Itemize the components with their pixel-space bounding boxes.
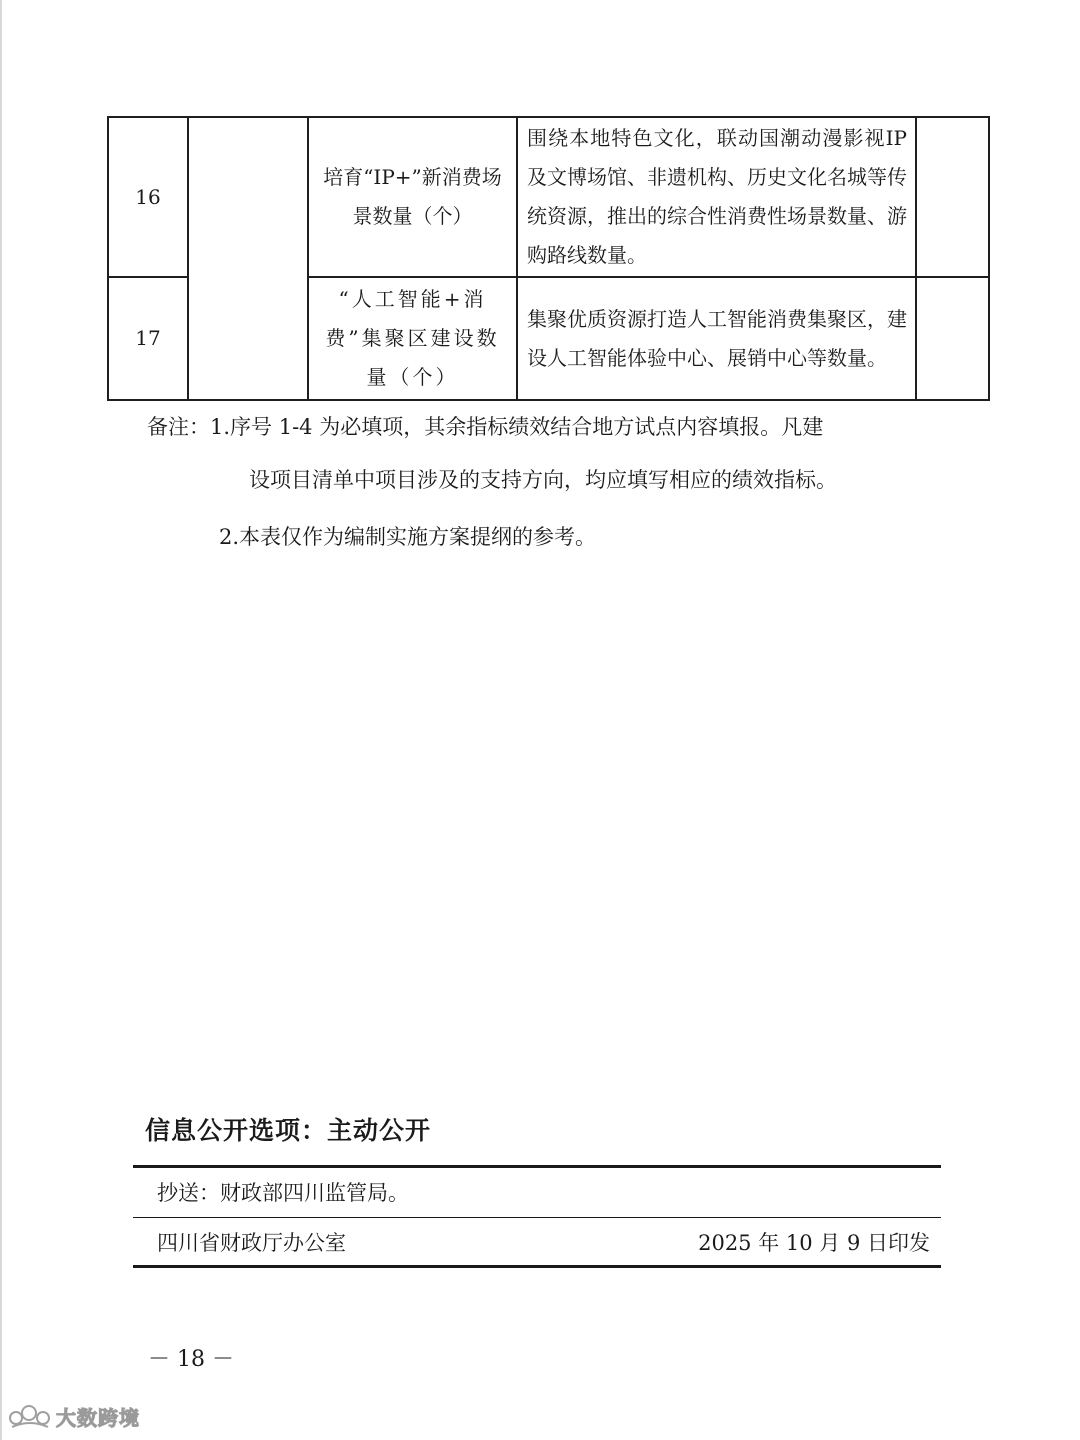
note-line: 设项目清单中项目涉及的支持方向，均应填写相应的绩效指标。 (249, 468, 837, 492)
watermark (8, 1398, 140, 1434)
indicator-value (916, 117, 989, 277)
disclosure-option (145, 1111, 431, 1151)
indicator-description: 围绕本地特色文化，联动国潮动漫影视IP及文博场馆、非遗机构、历史文化名城等传统资源，推出的综合性消费性场景数量、游购路线数量。 (517, 117, 916, 277)
divider (133, 1165, 941, 1168)
disclosure-label: 信息公开选项： (145, 1116, 328, 1145)
divider (133, 1217, 941, 1218)
indicator-description: 集聚优质资源打造人工智能消费集聚区，建设人工智能体验中心、展销中心等数量。 (517, 277, 916, 400)
row-number: 17 (108, 277, 188, 400)
cc-line: 抄送：财政部四川监管局。 (157, 1181, 409, 1205)
note-line: 备注：1.序号 1-4 为必填项，其余指标绩效结合地方试点内容填报。凡建 (147, 415, 824, 439)
issuer: 四川省财政厅办公室 (157, 1231, 346, 1255)
issue-date: 2025 年 10 月 9 日印发 (698, 1231, 930, 1255)
disclosure-value: 主动公开 (327, 1116, 432, 1145)
indicator-name: “人工智能+消费”集聚区建设数量（个） (308, 277, 517, 400)
indicator-table (107, 116, 990, 401)
page-number: － 18 － (148, 1347, 234, 1372)
page-edge (0, 0, 2, 1440)
row-number: 16 (108, 117, 188, 277)
divider (133, 1265, 941, 1268)
indicator-name: 培育“IP+”新消费场景数量（个） (308, 117, 517, 277)
logo-icon (8, 1401, 52, 1431)
table-row (108, 117, 989, 277)
row-category (188, 117, 308, 400)
indicator-value (916, 277, 989, 400)
note-line: 2.本表仅作为编制实施方案提纲的参考。 (219, 525, 597, 549)
watermark-text: 大数跨境 (56, 1405, 140, 1430)
